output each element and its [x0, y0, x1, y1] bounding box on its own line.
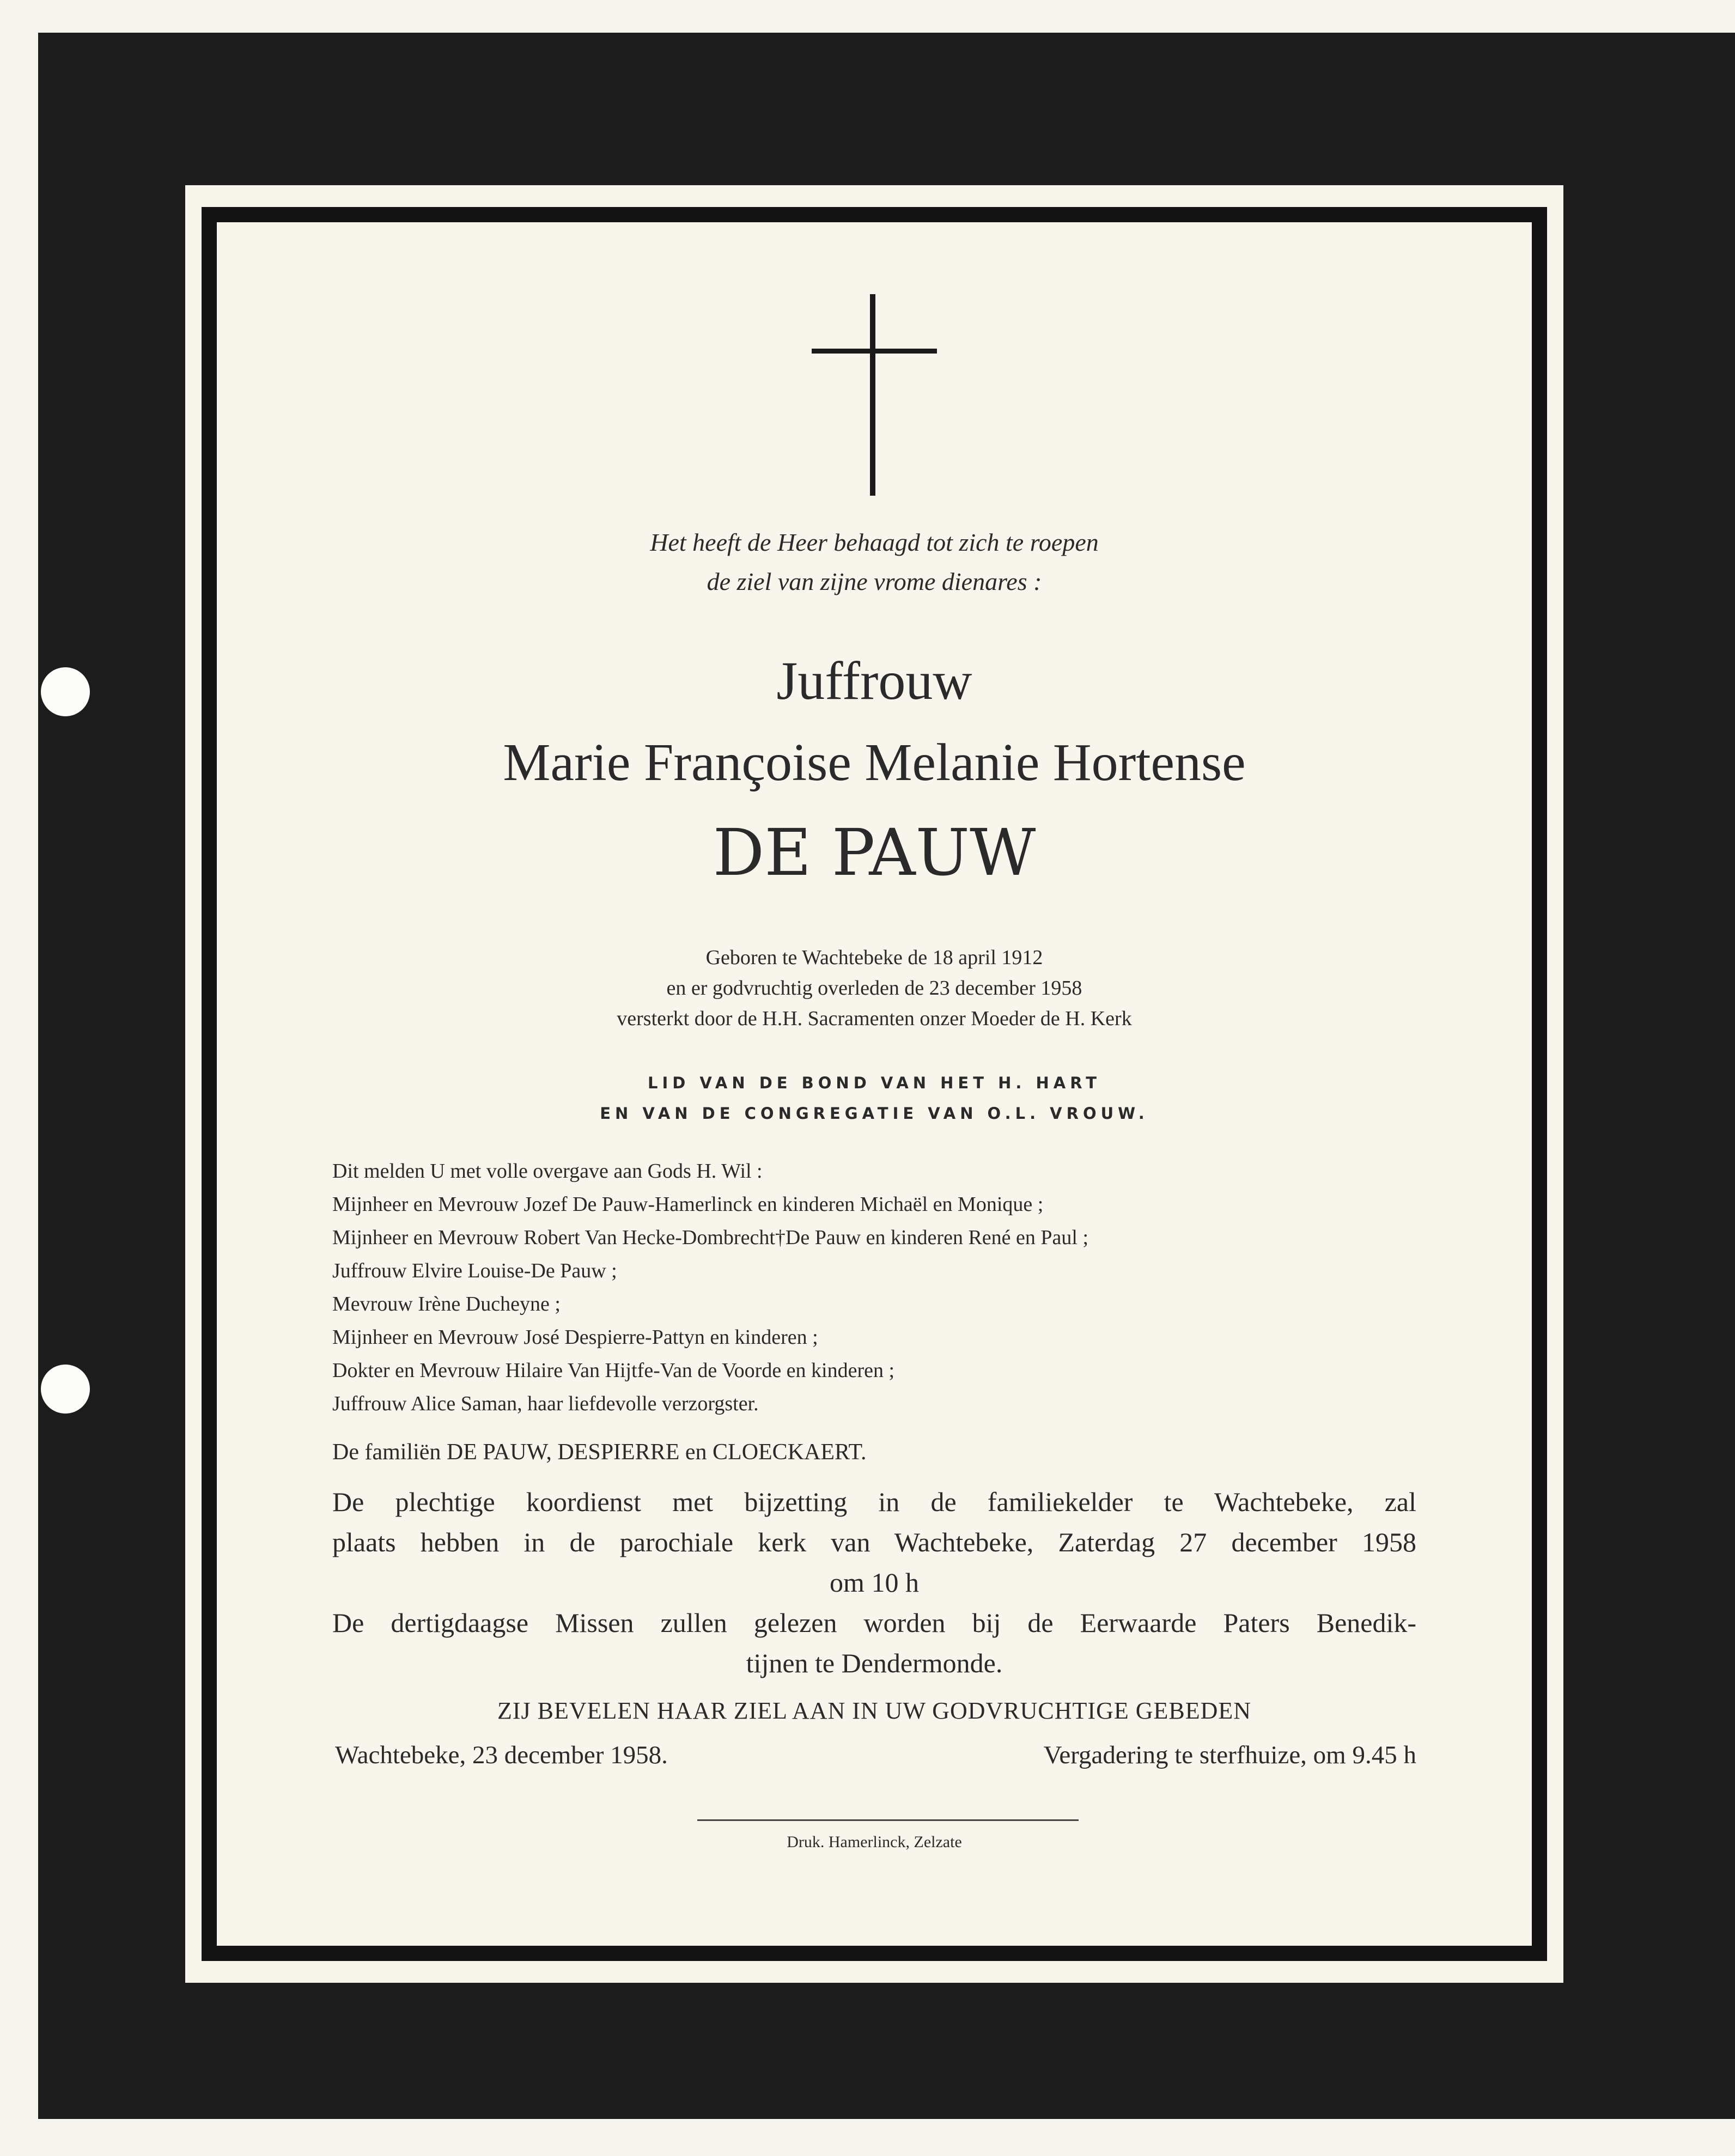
- binder-hole-top: [41, 667, 90, 716]
- birth-death-details: [185, 942, 1563, 1034]
- families-line: De familiën DE PAUW, DESPIERRE en CLOECKAERT.: [332, 1440, 867, 1465]
- mourner-entry: Juffrouw Elvire Louise-De Pauw ;: [332, 1259, 617, 1282]
- gathering-note: Vergadering te sterfhuize, om 9.45 h: [1043, 1741, 1416, 1769]
- cross-icon: [784, 294, 964, 501]
- commendation: ZIJ BEVELEN HAAR ZIEL AAN IN UW GODVRUCHTIGE GEBEDEN: [497, 1697, 1252, 1724]
- intro-line-2: de ziel van zijne vrome dienares :: [707, 568, 1042, 595]
- mourner-entry: Mijnheer en Mevrouw Jozef De Pauw-Hamerlinck en kinderen Michaël en Monique ;: [332, 1193, 1044, 1216]
- mourner-entry: Mevrouw Irène Ducheyne ;: [332, 1293, 561, 1315]
- mourners-list: [332, 1155, 1422, 1469]
- membership-line-2: EN VAN DE CONGREGATIE VAN O.L. VROUW.: [600, 1104, 1149, 1123]
- binder-hole-bottom: [41, 1365, 90, 1414]
- membership-note: [185, 1068, 1563, 1129]
- intro-verse: [185, 523, 1563, 601]
- birth-line: Geboren te Wachtebeke de 18 april 1912: [705, 946, 1043, 969]
- deceased-given-names: Marie Françoise Melanie Hortense: [503, 733, 1246, 792]
- mourner-entry: Mijnheer en Mevrouw Robert Van Hecke-Dombrecht†De Pauw en kinderen René en Paul ;: [332, 1226, 1089, 1249]
- mourner-entry: Mijnheer en Mevrouw José Despierre-Pattyn en kinderen ;: [332, 1326, 818, 1349]
- service-line-1: De plechtige koordienst met bijzetting in de familiekelder te Wachtebeke, zal: [332, 1487, 1416, 1517]
- deceased-honorific: Juffrouw: [776, 650, 972, 711]
- mourning-card: [185, 185, 1563, 1983]
- deceased-surname: DE PAUW: [713, 815, 1036, 890]
- masses-line-1: De dertigdaagse Missen zullen gelezen worden bij de Eerwaarde Paters Benedik-: [332, 1607, 1416, 1638]
- death-line: en er godvruchtig overleden de 23 december 1958: [666, 977, 1082, 1000]
- funeral-service-details: [332, 1482, 1416, 1683]
- intro-line-1: Het heeft de Heer behaagd tot zich te roepen: [650, 528, 1099, 556]
- mourner-entry: Dokter en Mevrouw Hilaire Van Hijtfe-Van de Voorde en kinderen ;: [332, 1359, 895, 1382]
- service-line-2: plaats hebben in de parochiale kerk van Wachtebeke, Zaterdag 27 december 1958: [332, 1527, 1416, 1557]
- sacraments-line: versterkt door de H.H. Sacramenten onzer Moeder de H. Kerk: [617, 1007, 1132, 1030]
- service-time: om 10 h: [830, 1567, 919, 1598]
- divider: [697, 1819, 1079, 1821]
- printer-credit: Druk. Hamerlinck, Zelzate: [787, 1833, 962, 1851]
- membership-line-1: LID VAN DE BOND VAN HET H. HART: [647, 1074, 1101, 1092]
- mourners-intro: Dit melden U met volle overgave aan Gods H. Wil :: [332, 1160, 763, 1183]
- masses-line-2: tijnen te Dendermonde.: [746, 1648, 1003, 1678]
- place-date: Wachtebeke, 23 december 1958.: [335, 1741, 668, 1769]
- mourner-entry: Juffrouw Alice Saman, haar liefdevolle verzorgster.: [332, 1392, 759, 1415]
